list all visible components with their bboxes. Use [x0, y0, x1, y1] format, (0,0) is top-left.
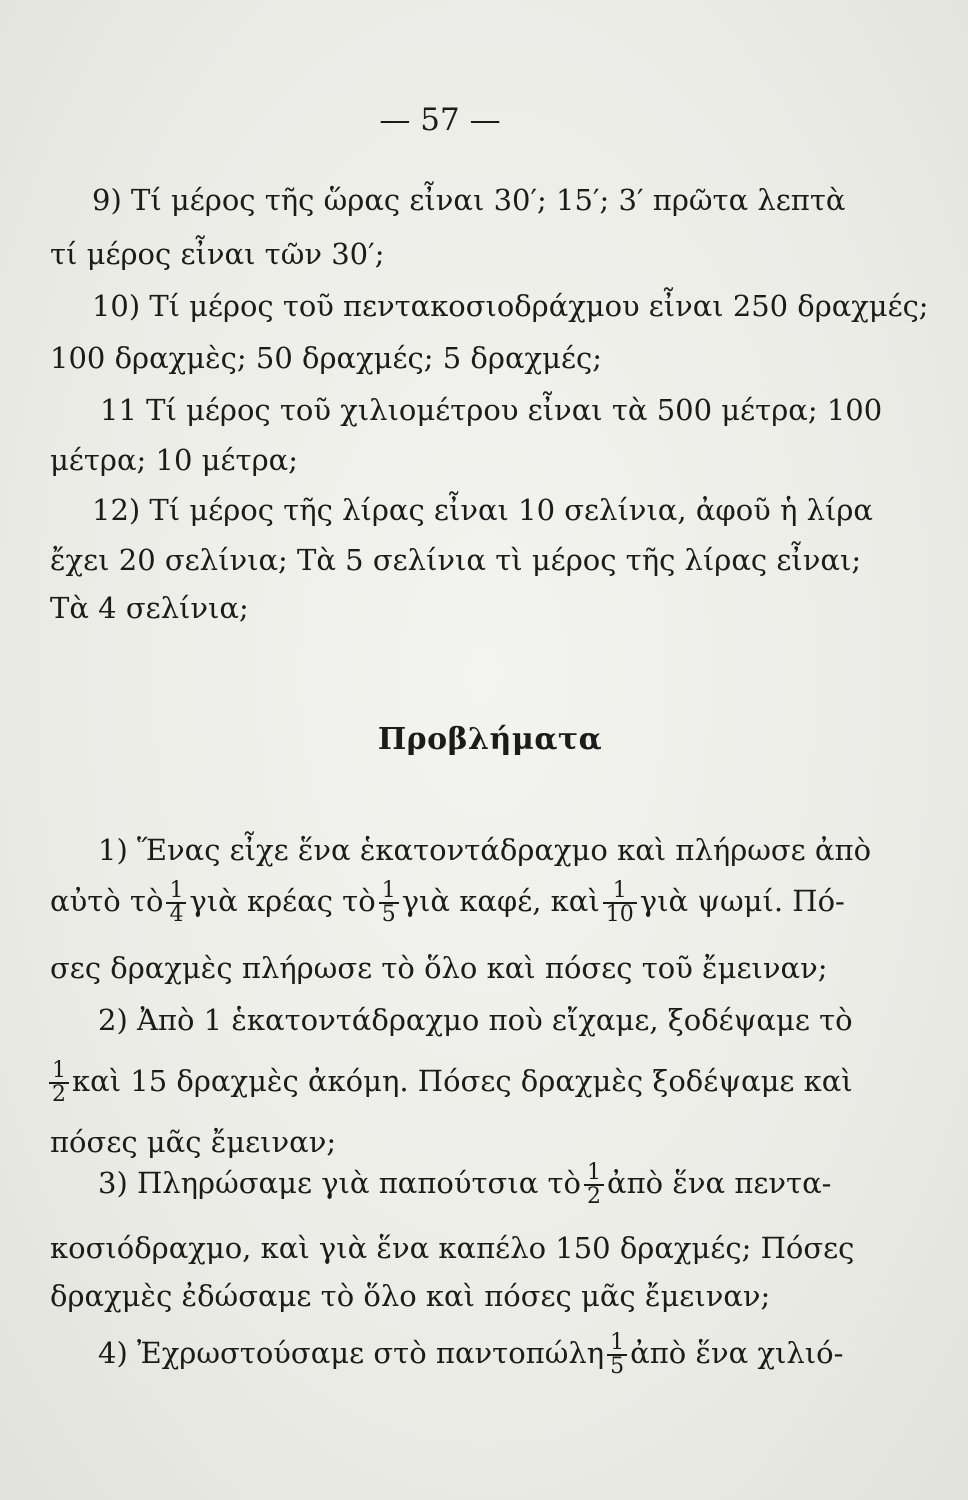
problem-3-line-3: δραχμὲς ἐδώσαμε τὸ ὅλο καὶ πόσες μᾶς ἔμειναν; — [50, 1279, 771, 1313]
fraction-denominator: 10 — [605, 902, 634, 927]
exercise-12-line-1: 12) Τί μέρος τῆς λίρας εἶναι 10 σελίνια, ἀφοῦ ἡ λίρα — [92, 493, 874, 527]
fraction-numerator: 1 — [49, 1060, 69, 1084]
fraction-one-half — [49, 1060, 69, 1106]
fraction-denominator: 4 — [169, 902, 184, 927]
problem-2-line-3: πόσες μᾶς ἔμειναν; — [50, 1125, 337, 1159]
problem-1-text-c: γιὰ καφέ, καὶ — [401, 884, 600, 918]
fraction-denominator: 2 — [587, 1184, 602, 1209]
problem-4-text-b: ἀπὸ ἕνα χιλιό- — [630, 1336, 844, 1370]
page-number: — 57 — — [379, 102, 501, 138]
problem-1-text-a: αὐτὸ τὸ — [50, 884, 164, 918]
fraction-numerator: 1 — [379, 880, 399, 904]
fraction-one-fifth — [379, 880, 399, 926]
problem-2-line-1: 2) Ἀπὸ 1 ἑκατοντάδραχμο ποὺ εἴχαμε, ξοδέψαμε τὸ — [98, 1003, 853, 1037]
exercise-11-line-2: μέτρα; 10 μέτρα; — [50, 443, 298, 477]
fraction-denominator: 5 — [610, 1354, 625, 1379]
fraction-one-half — [584, 1162, 604, 1208]
problem-1-line-3: σες δραχμὲς πλήρωσε τὸ ὅλο καὶ πόσες τοῦ ἔμειναν; — [50, 951, 828, 985]
problem-4-text-a: 4) Ἐχρωστούσαμε στὸ παντοπώλη — [98, 1336, 605, 1370]
problem-3-line-1 — [98, 1162, 831, 1208]
problem-3-text-a: 3) Πληρώσαμε γιὰ παπούτσια τὸ — [98, 1166, 582, 1200]
fraction-one-tenth — [603, 880, 637, 926]
problem-1-text-b: γιὰ κρέας τὸ — [189, 884, 376, 918]
exercise-9-line-1: 9) Τί μέρος τῆς ὥρας εἶναι 30′; 15′; 3′ πρῶτα λεπτὰ — [92, 183, 846, 217]
fraction-one-fifth — [607, 1332, 627, 1378]
problem-4-line-1 — [98, 1332, 843, 1378]
fraction-denominator: 5 — [381, 902, 396, 927]
exercise-12-line-3: Τὰ 4 σελίνια; — [50, 591, 249, 625]
exercise-12-line-2: ἔχει 20 σελίνια; Τὰ 5 σελίνια τὶ μέρος τῆς λίρας εἶναι; — [50, 543, 862, 577]
problem-1-line-2 — [50, 880, 845, 926]
problems-heading: Προβλήματα — [377, 722, 603, 757]
fraction-numerator: 1 — [607, 1332, 627, 1356]
exercise-11-line-1: 11 Τί μέρος τοῦ χιλιομέτρου εἶναι τὰ 500 μέτρα; 100 — [100, 393, 883, 427]
fraction-one-quarter — [166, 880, 186, 926]
problem-3-line-2: κοσιόδραχμο, καὶ γιὰ ἕνα καπέλο 150 δραχμές; Πόσες — [50, 1231, 855, 1265]
problem-2-text: καὶ 15 δραχμὲς ἀκόμη. Πόσες δραχμὲς ξοδέψαμε καὶ — [72, 1064, 853, 1098]
exercise-10-line-2: 100 δραχμὲς; 50 δραχμές; 5 δραχμές; — [50, 341, 602, 375]
problem-2-line-2 — [46, 1060, 853, 1106]
problem-1-line-1: 1) Ἕνας εἶχε ἕνα ἑκατοντάδραχμο καὶ πλήρωσε ἀπὸ — [98, 833, 872, 867]
fraction-numerator: 1 — [584, 1162, 604, 1186]
problem-1-text-d: γιὰ ψωμί. Πό- — [639, 884, 845, 918]
fraction-numerator: 1 — [603, 880, 637, 904]
exercise-10-line-1: 10) Τί μέρος τοῦ πεντακοσιοδράχμου εἶναι 250 δραχμές; — [92, 289, 929, 323]
fraction-denominator: 2 — [52, 1082, 66, 1107]
exercise-9-line-2: τί μέρος εἶναι τῶν 30′; — [50, 237, 385, 271]
fraction-numerator: 1 — [166, 880, 186, 904]
problem-3-text-b: ἀπὸ ἕνα πεντα- — [607, 1166, 832, 1200]
